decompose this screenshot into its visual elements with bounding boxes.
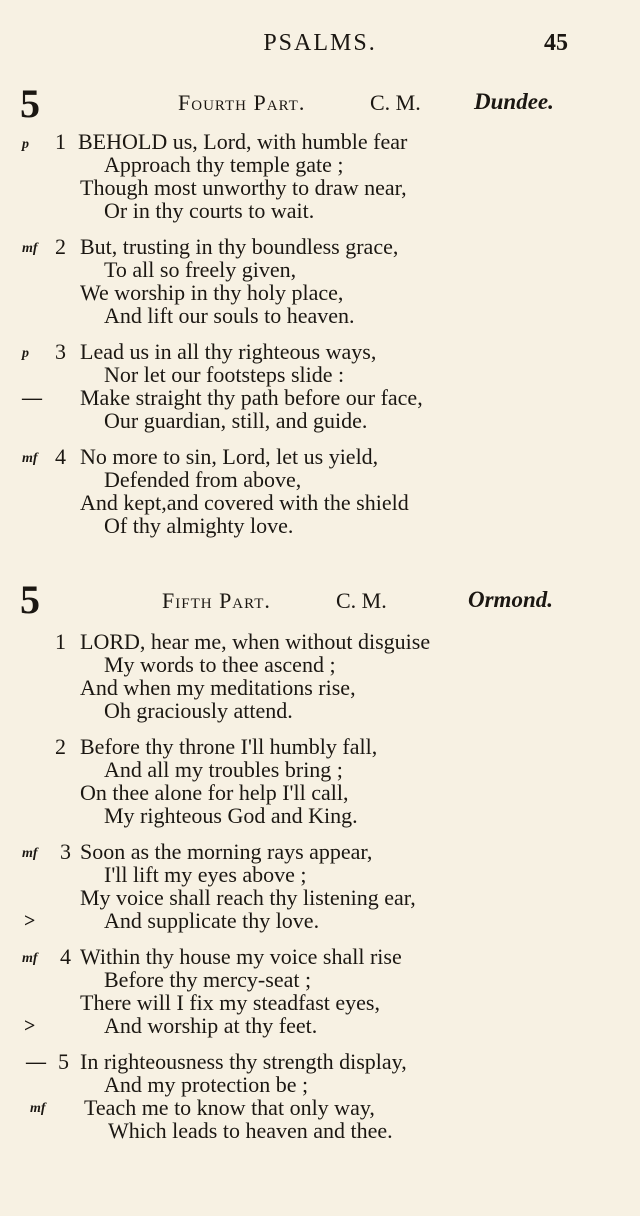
dash-mark: —	[26, 1051, 46, 1073]
meter-label: C. M.	[370, 90, 421, 115]
verse-line: And my protection be ;	[104, 1072, 309, 1097]
verse-line: Of thy almighty love.	[104, 513, 294, 538]
verse-line: Teach me to know that only way,	[84, 1095, 375, 1120]
verse-line: Soon as the morning rays appear,	[80, 839, 373, 864]
verse-line: My voice shall reach thy listening ear,	[80, 885, 416, 910]
verse-number: 3	[55, 339, 66, 364]
verse-line: In righteousness thy strength display,	[80, 1049, 407, 1074]
running-title: PSALMS.	[263, 30, 377, 56]
accent-mark: >	[24, 1015, 36, 1037]
verse-line: LORD, hear me, when without disguise	[80, 629, 431, 654]
verse-line: We worship in thy holy place,	[80, 280, 344, 305]
verse-line: To all so freely given,	[104, 257, 297, 282]
dynamic-mark: mf	[22, 451, 38, 466]
verse-line: And all my troubles bring ;	[104, 757, 343, 782]
verse-number: 5	[58, 1049, 69, 1074]
dynamic-mark: mf	[22, 846, 38, 861]
verse-line: Nor let our footsteps slide :	[104, 362, 345, 387]
psalm-number: 5	[20, 577, 40, 622]
meter-label: C. M.	[336, 588, 387, 613]
psalm-number: 5	[20, 81, 40, 126]
verse-number: 3	[60, 839, 71, 864]
verse-number: 4	[55, 444, 66, 469]
verse-line: BEHOLD us, Lord, with humble fear	[78, 129, 408, 154]
verse-line: My words to thee ascend ;	[104, 652, 336, 677]
verse-line: Defended from above,	[104, 467, 302, 492]
verse-number: 2	[55, 234, 66, 259]
part-heading: Fifth Part.	[162, 588, 271, 613]
verse-number: 1	[55, 629, 66, 654]
part-heading: Fourth Part.	[178, 90, 306, 115]
verse-line: Or in thy courts to wait.	[104, 198, 315, 223]
verse-line: No more to sin, Lord, let us yield,	[80, 444, 379, 469]
page-number: 45	[544, 30, 568, 56]
tune-name: Dundee.	[474, 89, 554, 114]
verse-line: But, trusting in thy boundless grace,	[80, 234, 399, 259]
verse-line: And kept,and covered with the shield	[80, 490, 409, 515]
dynamic-mark: p	[22, 137, 29, 152]
accent-mark: >	[24, 910, 36, 932]
verse-line: And supplicate thy love.	[104, 908, 320, 933]
verse-line: Though most unworthy to draw near,	[80, 175, 407, 200]
verse-line: My righteous God and King.	[104, 803, 358, 828]
dynamic-mark: mf	[22, 241, 38, 256]
verse-line: Approach thy temple gate ;	[104, 152, 344, 177]
verse-line: Which leads to heaven and thee.	[108, 1118, 393, 1143]
verse-line: Lead us in all thy righteous ways,	[80, 339, 377, 364]
dynamic-mark: mf	[22, 951, 38, 966]
verse-line: Before thy mercy-seat ;	[104, 967, 312, 992]
verse-line: Within thy house my voice shall rise	[80, 944, 402, 969]
verse-line: I'll lift my eyes above ;	[104, 862, 307, 887]
dash-mark: —	[22, 387, 42, 409]
verse-line: Our guardian, still, and guide.	[104, 408, 368, 433]
verse-line: On thee alone for help I'll call,	[80, 780, 349, 805]
verse-line: And when my meditations rise,	[80, 675, 356, 700]
dynamic-mark: p	[22, 346, 29, 361]
verse-line: Oh graciously attend.	[104, 698, 293, 723]
verse-line: And lift our souls to heaven.	[104, 303, 355, 328]
verse-line: There will I fix my steadfast eyes,	[80, 990, 380, 1015]
verse-line: Make straight thy path before our face,	[80, 385, 423, 410]
verse-line: Before thy throne I'll humbly fall,	[80, 734, 378, 759]
verse-number: 1	[55, 129, 66, 154]
verse-line: And worship at thy feet.	[104, 1013, 318, 1038]
verse-number: 4	[60, 944, 71, 969]
verse-number: 2	[55, 734, 66, 759]
dynamic-mark: mf	[30, 1101, 46, 1116]
tune-name: Ormond.	[468, 587, 553, 612]
